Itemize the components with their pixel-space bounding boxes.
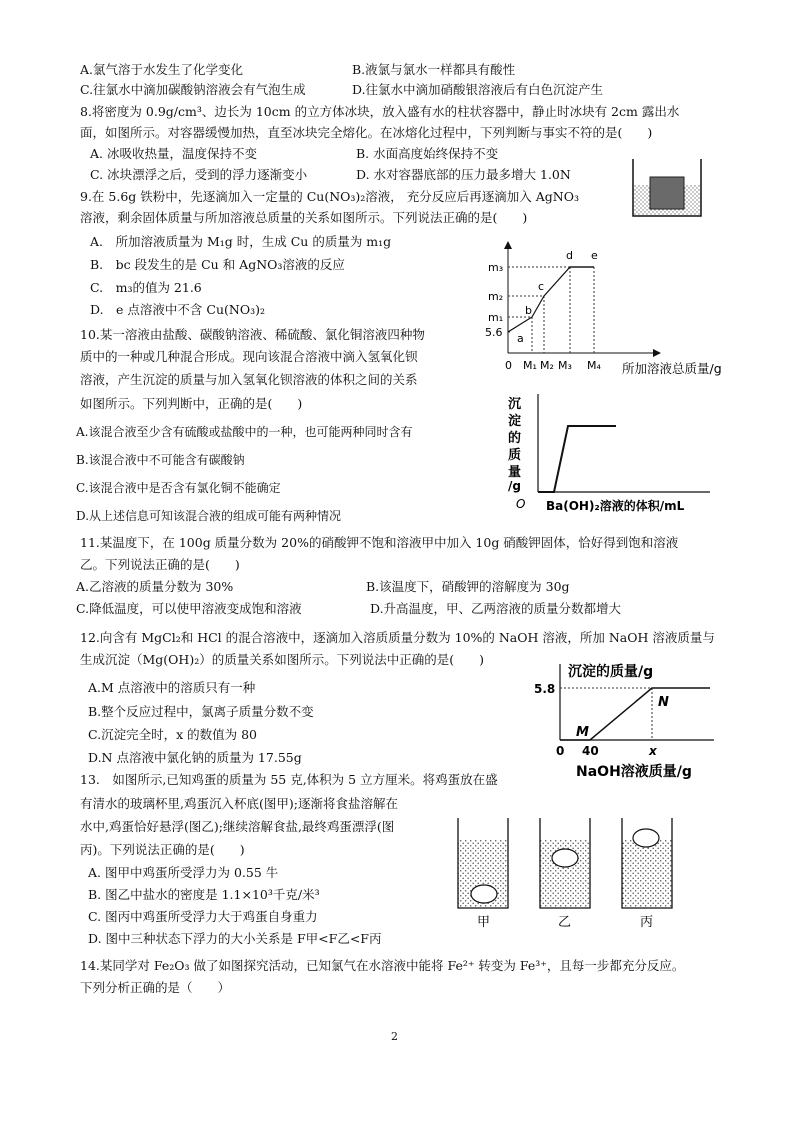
- q8-option-a: A. 冰吸收热量，温度保持不变: [90, 146, 257, 161]
- q12-xtick-40: 40: [582, 744, 599, 758]
- q12-point-M: M: [576, 725, 589, 740]
- q14-stem-line2: 下列分析正确的是（ ）: [80, 980, 231, 995]
- q9-point-e: e: [591, 249, 598, 262]
- q9-xtick-M4: M₄: [587, 359, 601, 372]
- q10-y-label-6: /g: [508, 479, 521, 493]
- q9-xtick-M1: M₁: [523, 359, 537, 372]
- q11-stem-line2: 乙。下列说法正确的是( ): [80, 557, 240, 572]
- q9-ytick-5.6: 5.6: [485, 326, 503, 339]
- q12-option-c: C.沉淀完全时，x 的数值为 80: [88, 727, 257, 742]
- q12-point-N: N: [658, 695, 669, 710]
- q12-stem-line1: 12.向含有 MgCl₂和 HCl 的混合溶液中，逐滴加入溶质质量分数为 10%的 NaOH 溶液，所加 NaOH 溶液质量与: [80, 630, 715, 645]
- egg-jia: [471, 885, 497, 903]
- q10-origin: O: [516, 497, 526, 511]
- q10-stem-line1: 10.某一溶液由盐酸、碳酸钠溶液、稀硫酸、氯化铜溶液四种物: [80, 327, 425, 342]
- page-number: 2: [391, 1030, 398, 1043]
- q9-ytick-m3: m₃: [488, 261, 504, 274]
- q8-stem-line1: 8.将密度为 0.9g/cm³、边长为 10cm 的立方体冰块，放入盛有水的柱状容器中，静止时冰块有 2cm 露出水: [80, 104, 680, 119]
- q9-point-a: a: [517, 332, 524, 345]
- q13-option-a: A. 图甲中鸡蛋所受浮力为 0.55 牛: [88, 865, 279, 880]
- egg-yi: [552, 849, 578, 867]
- q11-option-b: B.该温度下，硝酸钾的溶解度为 30g: [366, 579, 570, 594]
- q10-y-label-4: 质: [508, 448, 522, 463]
- q11-option-a: A.乙溶液的质量分数为 30%: [76, 579, 234, 594]
- q8-option-d: D. 水对容器底部的压力最多增大 1.0N: [356, 167, 571, 182]
- q11-stem-line1: 11.某温度下，在 100g 质量分数为 20%的硝酸钾不饱和溶液甲中加入 10g 硝酸钾固体，恰好得到饱和溶液: [80, 535, 679, 550]
- q10-y-label-2: 淀: [508, 414, 522, 429]
- q10-option-c: C.该混合液中是否含有氯化铜不能确定: [76, 481, 281, 495]
- q9-xtick-0: 0: [505, 359, 512, 372]
- q13-stem-line2: 有清水的玻璃杯里,鸡蛋沉入杯底(图甲);逐渐将食盐溶解在: [80, 796, 398, 811]
- cup-label-jia: 甲: [477, 915, 491, 930]
- q12-option-d: D.N 点溶液中氯化钠的质量为 17.55g: [88, 750, 302, 765]
- q9-curve: [508, 267, 594, 332]
- q10-stem-line3: 溶液，产生沉淀的质量与加入氢氧化钡溶液的体积之间的关系: [80, 372, 418, 387]
- q9-xtick-M2: M₂: [540, 359, 554, 372]
- q10-y-label-3: 的: [508, 431, 522, 446]
- q13-stem-line4: 丙)。下列说法正确的是( ): [80, 842, 245, 857]
- q9-point-d: d: [566, 249, 573, 262]
- q9-option-c: C. m₃的值为 21.6: [90, 280, 202, 295]
- cup-yi: [540, 818, 590, 908]
- q8-option-c: C. 冰块漂浮之后，受到的浮力逐渐变小: [90, 167, 308, 182]
- q10-option-d: D.从上述信息可知该混合液的组成可能有两种情况: [76, 509, 342, 523]
- q9-xtick-M3: M₃: [558, 359, 572, 372]
- q10-y-label-5: 量: [508, 465, 522, 480]
- q12-option-a: A.M 点溶液中的溶质只有一种: [88, 680, 256, 695]
- q9-point-b: b: [525, 304, 532, 317]
- q9-stem-line1: 9.在 5.6g 铁粉中，先逐滴加入一定量的 Cu(NO₃)₂溶液， 充分反应后再逐滴加入 AgNO₃: [80, 189, 579, 204]
- q7-option-d: D.往氯水中滴加硝酸银溶液后有白色沉淀产生: [352, 82, 604, 97]
- q10-option-b: B.该混合液中不可能含有碳酸钠: [76, 453, 245, 467]
- cup-label-yi: 乙: [558, 915, 572, 930]
- q12-x-axis-label: NaOH溶液质量/g: [576, 764, 692, 780]
- egg-bing: [633, 829, 659, 847]
- q9-option-d: D. e 点溶液中不含 Cu(NO₃)₂: [90, 302, 265, 317]
- q8-option-b: B. 水面高度始终保持不变: [356, 146, 499, 161]
- q9-graph: [480, 240, 740, 380]
- q12-y-axis-label: 沉淀的质量/g: [568, 664, 654, 680]
- cup-bing: [622, 818, 672, 908]
- q13-option-b: B. 图乙中盐水的密度是 1.1×10³千克/米³: [88, 887, 320, 902]
- q14-stem-line1: 14.某同学对 Fe₂O₃ 做了如图探究活动，已知氯气在水溶液中能将 Fe²⁺ 转变为 Fe³⁺，且每一步都充分反应。: [80, 958, 685, 973]
- q12-graph: [528, 660, 728, 782]
- q8-stem-line2: 面，如图所示。对容器缓慢加热，直至冰块完全熔化。在冰熔化过程中，下列判断与事实不符的是( ): [80, 125, 653, 140]
- q7-option-a: A.氯气溶于水发生了化学变化: [80, 62, 244, 77]
- q7-option-c: C.往氯水中滴加碳酸钠溶液会有气泡生成: [80, 82, 306, 97]
- cup-label-bing: 丙: [640, 915, 654, 930]
- q13-cups-figure: [452, 812, 692, 930]
- q10-y-label-1: 沉: [508, 397, 522, 412]
- q11-option-d: D.升高温度，甲、乙两溶液的质量分数都增大: [370, 601, 622, 616]
- q13-option-d: D. 图中三种状态下浮力的大小关系是 F甲<F乙<F丙: [88, 931, 382, 946]
- q9-stem-line2: 溶液，剩余固体质量与所加溶液总质量的关系如图所示。下列说法正确的是( ): [80, 210, 528, 225]
- q8-ice-container-figure: [630, 157, 704, 219]
- q10-curve: [538, 426, 616, 492]
- q12-stem-line2: 生成沉淀（Mg(OH)₂）的质量关系如图所示。下列说法中正确的是( ): [80, 652, 484, 667]
- q12-xtick-x: x: [649, 744, 657, 758]
- q9-option-a: A. 所加溶液质量为 M₁g 时，生成 Cu 的质量为 m₁g: [90, 234, 392, 249]
- q10-stem-line4: 如图所示。下列判断中，正确的是( ): [80, 396, 303, 411]
- cup-jia: [458, 818, 508, 908]
- q9-option-b: B. bc 段发生的是 Cu 和 AgNO₃溶液的反应: [90, 257, 345, 272]
- q13-option-c: C. 图丙中鸡蛋所受浮力大于鸡蛋自身重力: [88, 909, 318, 924]
- q10-x-axis-label: Ba(OH)₂溶液的体积/mL: [546, 499, 685, 513]
- q13-stem-line1: 13. 如图所示,已知鸡蛋的质量为 55 克,体积为 5 立方厘米。将鸡蛋放在盛: [80, 772, 498, 787]
- q13-stem-line3: 水中,鸡蛋恰好悬浮(图乙);继续溶解食盐,最终鸡蛋漂浮(图: [80, 819, 395, 834]
- q11-option-c: C.降低温度，可以使甲溶液变成饱和溶液: [76, 601, 302, 616]
- q10-option-a: A.该混合液至少含有硫酸或盐酸中的一种，也可能两种同时含有: [76, 425, 413, 439]
- q10-stem-line2: 质中的一种或几种混合形成。现向该混合溶液中滴入氢氧化钡: [80, 349, 418, 364]
- q12-ytick-5.8: 5.8: [534, 682, 556, 696]
- q9-ytick-m1: m₁: [488, 311, 504, 324]
- q9-point-c: c: [538, 280, 545, 293]
- ice-cube: [650, 177, 684, 209]
- q10-graph: [500, 392, 720, 518]
- q12-xtick-0: 0: [556, 744, 565, 758]
- q9-ytick-m2: m₂: [488, 290, 504, 303]
- q9-x-axis-label: 所加溶液总质量/g: [622, 361, 722, 376]
- q7-option-b: B.液氯与氯水一样都具有酸性: [352, 62, 516, 77]
- q12-option-b: B.整个反应过程中，氯离子质量分数不变: [88, 704, 314, 719]
